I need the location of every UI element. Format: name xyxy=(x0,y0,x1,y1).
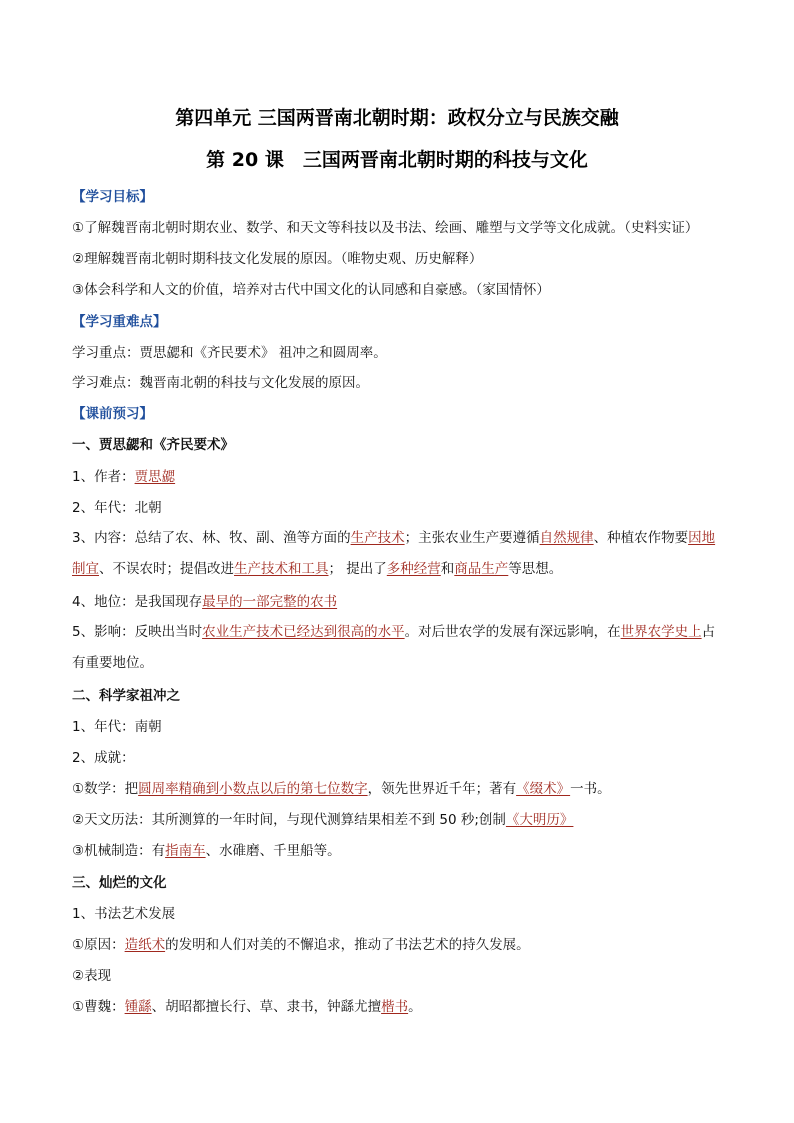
text: 、不误农时；提倡改进 xyxy=(99,561,234,577)
text: 3、内容：总结了农、林、牧、副、渔等方面的 xyxy=(72,530,351,546)
answer: 生产技术和工具 xyxy=(234,561,329,577)
achievement-label: 2、成就： xyxy=(72,750,135,766)
text: 的发明和人们对美的不懈追求，推动了书法艺术的持久发展。 xyxy=(165,937,530,953)
text: 一书。 xyxy=(570,781,611,797)
content-paragraph xyxy=(72,523,724,585)
text: 5、影响：反映出当时 xyxy=(72,624,203,640)
answer: 指南车 xyxy=(165,843,206,859)
text: ；主张农业生产要遵循 xyxy=(404,530,540,546)
status-line xyxy=(72,592,724,612)
label: 4、地位：是我国现存 xyxy=(72,594,203,610)
text: 。对后世农学的发展有深远影响，在 xyxy=(404,624,621,640)
answer: 农业生产技术已经达到很高的水平 xyxy=(202,624,405,640)
expression-label: ②表现 xyxy=(72,968,112,984)
goals-header: 【学习目标】 xyxy=(72,189,153,205)
astronomy-line xyxy=(72,810,724,830)
answer: 因地制宜 xyxy=(72,530,716,577)
section-heading: 二、科学家祖冲之 xyxy=(72,688,180,704)
text: 、胡昭都擅长行、草、隶书，钟繇尤擅 xyxy=(151,999,382,1015)
answer: 商品生产 xyxy=(454,561,509,577)
goal-item: ③体会科学和人文的价值，培养对古代中国文化的认同感和自豪感。（家国情怀） xyxy=(72,282,550,298)
text: 和 xyxy=(440,561,455,577)
answer: 锺繇 xyxy=(124,999,152,1015)
text: ②天文历法：其所测算的一年时间，与现代测算结果相差不到 50 秒;创制 xyxy=(72,812,506,828)
goal-item: ①了解魏晋南北朝时期农业、数学、和天文等科技以及书法、绘画、雕塑与文学等文化成就。（史料实证） xyxy=(72,220,699,236)
answer: 《大明历》 xyxy=(505,812,574,828)
section-heading: 三、灿烂的文化 xyxy=(72,875,167,891)
text: 。 xyxy=(408,999,422,1015)
text: 、水碓磨、千里船等。 xyxy=(205,843,341,859)
label: 1、作者： xyxy=(72,469,135,485)
text: ③机械制造：有 xyxy=(72,843,166,859)
difficulty-text: 学习难点：魏晋南北朝的科技与文化发展的原因。 xyxy=(72,375,369,391)
text: ，领先世界近千年；著有 xyxy=(367,781,517,797)
answer: 造纸术 xyxy=(124,937,166,953)
author-line xyxy=(72,467,724,487)
section-heading: 一、贾思勰和《齐民要术》 xyxy=(72,437,234,453)
focus-text: 学习重点：贾思勰和《齐民要术》 祖冲之和圆周率。 xyxy=(72,345,387,361)
answer: 楷书 xyxy=(381,999,409,1015)
text: ①数学：把 xyxy=(72,781,139,797)
answer: 多种经营 xyxy=(386,561,441,577)
lesson-title: 第 20 课 三国两晋南北朝时期的科技与文化 xyxy=(206,149,588,171)
answer: 最早的一部完整的农书 xyxy=(202,594,338,610)
answer: 世界农学史上 xyxy=(620,624,702,640)
text: 等思想。 xyxy=(508,561,563,577)
era-line: 2、年代：北朝 xyxy=(72,500,162,516)
reason-line xyxy=(72,935,724,955)
text: ①原因： xyxy=(72,937,125,953)
answer: 自然规律 xyxy=(539,530,594,546)
text: 占有重要地位。 xyxy=(72,624,716,671)
subsection-heading: 1、书法艺术发展 xyxy=(72,906,176,922)
wei-line xyxy=(72,997,724,1017)
answer: 《缀术》 xyxy=(516,781,571,797)
answer: 圆周率精确到小数点以后的第七位数字 xyxy=(138,781,368,797)
keypoints-header: 【学习重难点】 xyxy=(72,314,167,330)
text: ； 提出了 xyxy=(328,561,387,577)
math-line xyxy=(72,779,724,799)
answer: 生产技术 xyxy=(350,530,405,546)
mechanics-line xyxy=(72,841,724,861)
preview-header: 【课前预习】 xyxy=(72,406,153,422)
impact-paragraph xyxy=(72,617,724,679)
goal-item: ②理解魏晋南北朝时期科技文化发展的原因。（唯物史观、历史解释） xyxy=(72,251,483,267)
era-line: 1、年代：南朝 xyxy=(72,719,162,735)
text: ①曹魏： xyxy=(72,999,125,1015)
answer: 贾思勰 xyxy=(134,469,176,485)
text: 、种植农作物要 xyxy=(593,530,689,546)
unit-title: 第四单元 三国两晋南北朝时期：政权分立与民族交融 xyxy=(175,107,619,129)
